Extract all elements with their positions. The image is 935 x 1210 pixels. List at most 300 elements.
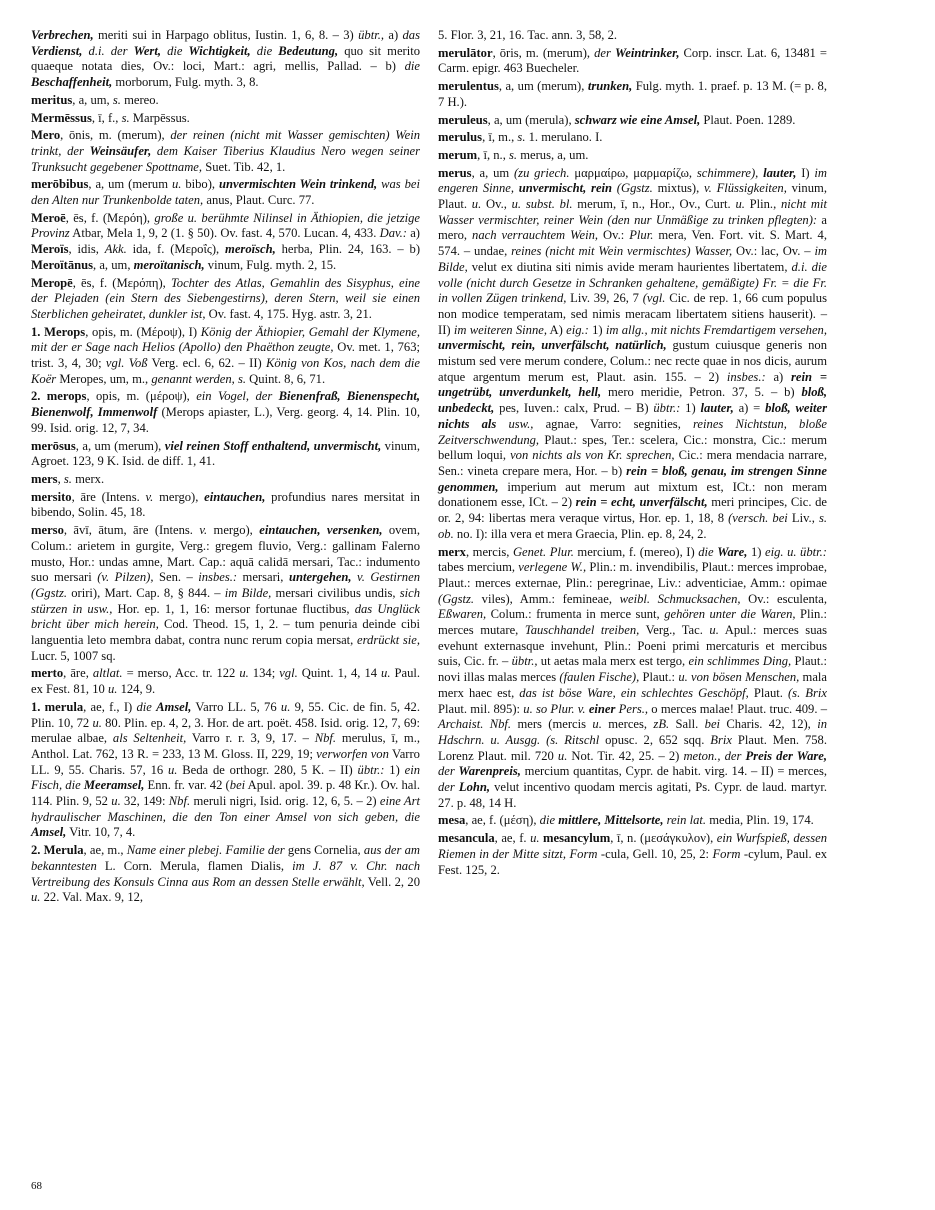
entry-text: Sall. (669, 717, 705, 732)
entry-text: herba, Plin. 24, 163. – b) (275, 242, 421, 257)
entry-text: v. (145, 489, 154, 504)
entry-text: der (438, 764, 459, 779)
entry-text: s. (517, 130, 526, 145)
entry-text: profundius nares mersitat in bibendo, Solin. 45, 18. (31, 489, 420, 520)
entry-text: viel reinen Stoff enthaltend, unvermischt, (164, 438, 382, 453)
entry-text: , ōris, m. (merum), (492, 45, 595, 60)
entry-text: merces, (601, 717, 654, 732)
entry-text: die (698, 544, 718, 559)
entry-text: u. (471, 197, 482, 212)
entry-text: (vgl. (642, 291, 666, 306)
entry-text: s. (112, 92, 121, 107)
entry-text: Ov. fast. 4, 175. Hyg. astr. 3, 21. (205, 306, 372, 321)
entry-text: opusc. 2, 652 sqq. (599, 732, 711, 747)
entry-text: vinum, Agroet. 123, 9 K. Isid. de diff. 1, 41. (31, 438, 420, 469)
entry-text: meruli nigri, Isid. orig. 12, 6, 5. – 2) (190, 794, 380, 809)
entry-text: mergo), (153, 489, 205, 504)
entry-text: Warenpreis, (458, 764, 521, 779)
entry-text: v. Gestirnen (Ggstz. (31, 570, 420, 600)
entry-text: Ov. met. 1, 763; trist. 3, 4, 30; (31, 340, 420, 371)
entry-text: lauter, (763, 165, 797, 180)
entry-text: verworfen von (316, 746, 389, 761)
entry-text: u. (280, 699, 291, 714)
entry-text: u. so Plur. v. (523, 701, 589, 716)
entry-text: mersari, (237, 570, 289, 585)
entry-text: vinum, Plaut. (438, 181, 827, 212)
page-number: 68 (31, 1180, 42, 1192)
entry-text: Corp. inscr. Lat. 6, 13481 = Carm. epigr. 463 Buecheler. (438, 45, 828, 76)
entry-text: Weintrinker, (614, 45, 680, 60)
dictionary-entry-merope (31, 276, 420, 323)
entry-text: A) (546, 322, 567, 337)
entry-text: velut incentivo quodam mercis agitati, Ps. Cypr. de laud. martyr. 27. p. 48, 14 H. (438, 780, 828, 810)
headword: merum (438, 147, 478, 162)
entry-text: = merso, Acc. tr. 122 (122, 666, 240, 681)
entry-text: vgl. Voß (105, 356, 148, 371)
entry-text: Liv. 39, 26, 7 (566, 291, 643, 306)
headword: Meropē (31, 275, 73, 290)
entry-text: Eßwaren, (438, 607, 487, 622)
entry-text: Wert, (133, 43, 161, 58)
headword: Mero (31, 128, 61, 143)
entry-text: Ov., (481, 197, 512, 212)
entry-text: übtr.: (357, 762, 385, 777)
entry-text: u. (709, 623, 719, 638)
entry-text: merus, a, um. (517, 147, 589, 162)
entry-text: no. I): illa vera et mera Graecia, Plin. ep. 8, 24, 2. (453, 526, 707, 541)
entry-text: ein schlimmes Ding, (688, 654, 792, 669)
headword: mesancylum (543, 831, 611, 846)
entry-text: Ware, (717, 544, 748, 559)
entry-text: u. (107, 682, 118, 697)
entry-text: Apul.: merces suas evehunt externasque invehunt, Plin.: Poeni primi mercaturis et mercibus suis, Cic. fr. – (438, 623, 827, 669)
entry-text: ut aetas mala merx est tergo, (537, 654, 689, 669)
entry-text: Cic. de rep. 1, 66 cum populus non modice temperatam, sed nimis meracam libertatem sitiens hauserit). – II) (438, 291, 827, 337)
entry-text: König der Äthiopier, Gemahl der Klymene, mit der er Sage nach Helios (Apollo) den Phaëthon zeugte, (31, 324, 420, 355)
entry-text: Enn. fr. var. 42 ( (144, 778, 230, 793)
entry-text: Vell. 2, 20 (364, 874, 420, 889)
entry-text: eintauchen, versenken, (259, 523, 383, 538)
entry-text: v. (199, 523, 208, 538)
entry-text: s. (63, 471, 72, 486)
entry-text: , ī, m., (482, 130, 518, 145)
entry-text: Verg., Tac. (639, 623, 710, 638)
entry-text: -cylum, Paul. ex Fest. 125, 2. (438, 846, 827, 877)
headword: Meroē (31, 210, 66, 225)
headword: Mermēssus (31, 110, 92, 125)
entry-text: , ī, n., (477, 147, 510, 162)
entry-text: Meeramsel, (83, 778, 145, 793)
entry-text: Varro LL. 5, 76 (191, 699, 281, 714)
entry-text: (zu griech. (513, 165, 570, 180)
entry-text: a) (406, 226, 420, 241)
entry-text: das (402, 28, 420, 42)
entry-text: unvermischt, rein, unverfälscht, natürlich, (438, 338, 667, 353)
entry-text: u. (31, 890, 41, 905)
entry-text: , a, um (471, 165, 514, 180)
entry-text: , ī, n. (μεσάγκυλον), (610, 831, 717, 846)
entry-text: Varro LL. 9, 55. Charis. 57, 16 (31, 746, 420, 777)
entry-text: v. Flüssigkeiten, (704, 181, 787, 196)
entry-text: unvermischten Wein trinkend, (218, 177, 378, 192)
dictionary-entry-verbrechen-cont (31, 28, 420, 91)
entry-text: genannt werden, s. (151, 371, 247, 386)
entry-text: a mero, (438, 212, 827, 243)
dictionary-entry-mero (31, 128, 420, 175)
entry-text: ein Wurfspieß, dessen Riemen in der Mitte sitzt, Form (438, 831, 827, 861)
headword: mers (31, 471, 58, 486)
entry-text: Fulg. myth. 1. praef. p. 13 M. (= p. 8, 7 H.). (438, 79, 828, 109)
entry-text: a) (384, 28, 403, 42)
entry-text: (s. Brix (787, 685, 827, 700)
headword: 2. Merula (31, 843, 84, 858)
entry-text: (v. Pilzen), (97, 570, 154, 585)
entry-text: , a, um (merum (88, 177, 172, 192)
dictionary-entry-meruleus (438, 113, 827, 129)
entry-text: Atbar, Mela 1, 9, 2 (1. § 50). Ov. fast. 4, 570. Lucan. 4, 433. (69, 226, 380, 241)
headword: 1. Merops (31, 324, 86, 339)
dictionary-entry-meroe (31, 211, 420, 274)
entry-text: agnae, Varro: segnities, (533, 416, 693, 431)
entry-text: u. (171, 177, 182, 192)
entry-text: übtr., (358, 28, 385, 42)
entry-text: meriti sui in Harpago oblitus, Iustin. 1, 6, 8. – 3) (93, 28, 359, 42)
entry-text: in Hdschrn. u. Ausgg. (s. Ritschl (438, 717, 827, 747)
entry-text: Akk. (104, 242, 127, 257)
entry-text: Plaut.: (639, 670, 679, 685)
entry-text: mergo), (207, 523, 260, 538)
entry-text: sich stürzen in usw., (31, 585, 420, 616)
entry-text: das Unglück bricht über mich herein, (31, 601, 420, 632)
entry-text: d.i. der (82, 43, 134, 58)
headword: meritus (31, 92, 73, 107)
entry-text: bei (229, 778, 246, 793)
entry-text: 9, 55. Cic. de fin. 5, 42. Plin. 10, 72 (31, 699, 420, 730)
entry-text: rein = ungetrübt, unverdunkelt, hell, (438, 369, 827, 400)
entry-text: , (57, 471, 64, 486)
entry-text: Plaut. Poen. 1289. (700, 112, 796, 127)
entry-text: , āre (Intens. (71, 489, 146, 504)
dictionary-entry-merulator (438, 46, 827, 77)
entry-text: insbes.: (198, 570, 238, 585)
headword: Meroïs (31, 242, 69, 257)
entry-text: erdrückt sie, (357, 633, 420, 648)
headword: mesa (438, 813, 466, 828)
entry-text: Meropes, um, m., (56, 371, 152, 386)
entry-text: , ī, f., (91, 110, 122, 125)
headword: merulus (438, 130, 483, 145)
entry-text: bibo), (181, 177, 219, 192)
entry-text: ida, f. (Μεροΐς), (126, 242, 226, 257)
entry-text: Bedeutung, (278, 43, 339, 58)
entry-text: a) = (733, 401, 766, 416)
entry-text: s. ob. (438, 511, 828, 541)
entry-text: eig. u. übtr.: (764, 544, 827, 559)
entry-text: rein = bloß, genau, im strengen Sinne genommen, (438, 463, 827, 494)
entry-text: Ov.: esculenta, (740, 591, 827, 606)
entry-text: insbes.: (726, 369, 766, 384)
entry-text: als Seltenheit, (112, 731, 187, 746)
entry-text: verlegene W., (518, 560, 587, 575)
entry-text: s. (121, 110, 130, 125)
dictionary-entry-merum (438, 148, 827, 164)
entry-text: meri principes, Cic. de or. 2, 94: libertas mera veraque virtus, Hor. ep. 1, 18, 8 (438, 495, 827, 526)
dictionary-entry-merops2 (31, 389, 420, 436)
entry-text: von nichts als von Kr. sprechen, (510, 448, 675, 463)
entry-text: schwarz wie eine Amsel, (574, 112, 701, 127)
headword: merso (31, 523, 64, 538)
entry-text: die (160, 43, 189, 58)
dictionary-entry-merops1 (31, 325, 420, 388)
dictionary-entry-mesancula (438, 831, 827, 878)
dictionary-entry-mersito (31, 490, 420, 521)
entry-text: Plaut. mil. 895): (438, 701, 524, 716)
entry-text: , mercis, (465, 544, 513, 559)
entry-text: , ae, m., (83, 843, 127, 858)
entry-text: s. (509, 147, 518, 162)
entry-text: Bienenfraß, Bienenspecht, Bienenwolf, Immenwolf (31, 389, 421, 420)
entry-text: Nbf. (314, 731, 337, 746)
entry-text: morborum, Fulg. myth. 3, 8. (112, 75, 259, 90)
entry-text: u. (592, 717, 602, 732)
entry-text: im allg., mit nichts Fremdartigem versehen, (605, 322, 827, 337)
entry-text: Nbf. (168, 794, 191, 809)
entry-text: eine Art hydraulischer Maschinen, die den Ton einer Amsel von sich geben, die (31, 794, 421, 824)
entry-text: Brix (710, 732, 732, 747)
entry-text: reines Nichtstun, bloße Zeitverschwendung, (438, 416, 828, 447)
entry-text: im engeren Sinne, (438, 165, 827, 196)
entry-text: unvermischt, rein (518, 181, 613, 196)
entry-text: König von Kos, nach dem die Koër (31, 356, 421, 386)
entry-text: eig.: (566, 322, 589, 337)
dictionary-entry-merus (438, 166, 827, 543)
entry-text: 80. Plin. ep. 4, 2, 3. Hor. de art. poët. 458. Isid. orig. 12, 7, 69: merulae albae, (31, 715, 420, 746)
entry-text: , ae, f. (494, 831, 531, 846)
entry-text: Pers., (615, 701, 649, 716)
entry-text: mereo. (120, 92, 159, 107)
entry-text: 1) (680, 401, 701, 416)
entry-text: was bei den Alten nur Trunkenbolde taten, (31, 177, 421, 208)
entry-text: anus, Plaut. Curc. 77. (203, 193, 315, 208)
entry-text: u. (167, 762, 178, 777)
entry-text: gens Cornelia, (284, 843, 364, 858)
entry-text: nach verrauchtem Wein, (472, 228, 599, 243)
entry-text: (Ggstz. (616, 181, 653, 196)
entry-text: Weinsäufer, (89, 143, 152, 158)
entry-text: trunken, (587, 79, 633, 94)
entry-text: velut ex diutina siti nimis avide meram haurientes libertatem, (467, 259, 792, 274)
entry-text: Beschaffenheit, (31, 75, 113, 90)
entry-text: Wichtigkeit, (188, 43, 251, 58)
entry-text: mercium, f. (mereo), I) (573, 544, 699, 559)
entry-text: schimmere), (696, 165, 759, 180)
dictionary-entry-mesa (438, 813, 827, 829)
entry-text: meton., der (683, 748, 746, 763)
entry-text: Verdienst, (31, 43, 83, 58)
entry-text: große u. berühmte Nilinsel in Äthiopien, die jetzige Provinz (31, 210, 420, 241)
entry-text: eintauchen, (204, 489, 266, 504)
entry-text: u. subst. bl. (511, 197, 573, 212)
entry-text: , a, um (merum), (75, 438, 165, 453)
entry-text: weibl. Schmucksachen, (619, 591, 741, 606)
entry-text: merum, ī, n., Hor., Ov., Curt. (572, 197, 736, 212)
entry-text: Suet. Tib. 42, 1. (202, 159, 286, 174)
entry-text: Plaut.: novi illas malas merces (438, 654, 827, 685)
entry-text: rein = echt, unverfälscht, (575, 495, 708, 510)
dictionary-entry-merobibus (31, 177, 420, 208)
entry-text: die (136, 699, 157, 714)
entry-text: (faulen Fische), (559, 670, 640, 685)
entry-text: , opis, m. (μέροψ), (86, 389, 197, 404)
entry-text: Cic.: mera mendacia narrare, Sen.: vineta crepare mera, Hor. – b) (438, 448, 827, 478)
entry-text: Plaut.: spes, Ter.: scelera, Cic.: monstra, Cic.: merum bellum loqui, (438, 432, 827, 463)
dictionary-entry-meritus (31, 93, 420, 109)
entry-text: 32, 149: (120, 794, 169, 809)
entry-text: viles), Amm.: femineae, (474, 591, 620, 606)
headword: 2. merops (31, 389, 87, 404)
entry-text: 124, 9. (117, 682, 156, 697)
headword: merulātor (438, 45, 493, 60)
entry-text: im Bilde, (438, 244, 828, 274)
entry-text: Tochter des Atlas, Gemahlin des Sisyphus, eine der Plejaden (ein Stern des Siebengestirns), deren Stern, weil sie einen Sterblichen geheiratet, dunkler ist, (31, 275, 420, 321)
dictionary-entry-merulus (438, 130, 827, 146)
left-column (31, 28, 420, 908)
entry-text: 1) (588, 322, 606, 337)
entry-text: mittlere, Mittelsorte, (558, 813, 664, 828)
entry-text: Dav.: (379, 226, 407, 241)
entry-text: u. (530, 831, 540, 846)
entry-text: gehören unter die Waren, (664, 607, 796, 622)
entry-text: , ēs, f. (Μερόη), (65, 210, 155, 225)
entry-text: reines (nicht mit Wein vermischtes) Wasser, (511, 244, 733, 259)
entry-text: Marpēssus. (129, 110, 190, 125)
entry-text: Cod. Theod. 15, 1, 2. – tum penuria deinde cibi languentia leto membra dabat, contra nunc rerum copia mersat, (31, 617, 420, 648)
entry-text: , a, um (merum), (498, 79, 588, 94)
entry-text: , a, um, (72, 92, 113, 107)
entry-text: d.i. die volle (nicht durch Gesetze in Schranken gehaltene, gemäßigte) Fr. = die Fr. in vollen Zügen trinkend, (438, 259, 827, 306)
entry-text: mala merx haec est, (438, 670, 828, 700)
entry-text: mers (mercis (511, 717, 593, 732)
entry-text: Lucr. 5, 1007 sq. (31, 648, 116, 663)
entry-text: Hor. ep. 1, 1, 16: mersor fortunae fluctibus, (112, 601, 355, 616)
entry-text: u. von bösen Menschen, (678, 670, 800, 685)
entry-text: , a, um (merula), (487, 112, 575, 127)
entry-text: , idis, (68, 242, 105, 257)
entry-text: Verg. ecl. 6, 62. – II) (147, 356, 266, 371)
headword: meruleus (438, 112, 488, 127)
dictionary-entry-merso (31, 523, 420, 664)
entry-text: Plur. (629, 228, 654, 243)
entry-text: die (250, 43, 279, 58)
entry-text: Plin.: merces mutare, (438, 607, 827, 638)
entry-text: u. (557, 748, 568, 763)
entry-text: 1) (384, 762, 405, 777)
entry-text: lauter, (700, 401, 734, 416)
entry-text: (Merops apiaster, L.), Verg. georg. 4, 14. Plin. 10, 99. Isid. orig. 12, 7, 34. (31, 405, 420, 435)
headword: Meroïtānus (31, 257, 94, 272)
entry-text: Liv., (787, 511, 819, 526)
entry-text: zB. (653, 717, 670, 732)
entry-text: u. (92, 715, 102, 730)
entry-text: Paul. ex Fest. 81, 10 (31, 666, 421, 697)
entry-text: media, Plin. 19, 174. (706, 813, 814, 828)
headword: mesancula (438, 831, 495, 846)
entry-text: vgl. (279, 666, 298, 681)
entry-text: -cula, Gell. 10, 25, 2: (597, 846, 713, 861)
headword: merōsus (31, 438, 76, 453)
entry-text: 1) (747, 544, 765, 559)
entry-text: tabes mercium, (438, 560, 519, 575)
entry-text: ovem, Colum.: arietem in gurgite, Verg.: gregem fluvio, Verg.: gallinam Falerno musto, Hor.: undas amne, Mart. Cap.: aquā calidā mersari, Tac.: indumento suo mersari (31, 523, 420, 585)
entry-text: ein Vogel, der (196, 389, 279, 404)
entry-text: nicht mit Wasser vermischter, reiner Wein (den nur Unmäßige zu trinken pflegten): (438, 197, 828, 227)
dictionary-entry-mers (31, 472, 420, 488)
headword: 1. merula (31, 699, 84, 714)
dictionary-entry-mermessus (31, 111, 420, 127)
entry-text: im J. 87 v. Chr. nach Vertreibung des Konsuls Cinna aus Rom an dessen Stelle erwählt, (31, 858, 420, 889)
headword: merōbibus (31, 177, 89, 192)
entry-text: , āre, (63, 666, 93, 681)
entry-text: der (438, 780, 459, 795)
entry-text: Preis der Ware, (745, 748, 828, 763)
entry-text: Plaut. Men. 758. Lorenz Plaut. mil. 720 (438, 732, 827, 763)
entry-text: oriri), Mart. Cap. 8, § 844. – (67, 585, 225, 600)
entry-text: Archaist. Nbf. (438, 717, 512, 732)
entry-text: meroïsch, (225, 242, 276, 257)
entry-text: , ae, f. (μέση), (465, 813, 540, 828)
entry-text: die (539, 813, 559, 828)
entry-text: meroïtanisch, (133, 257, 205, 272)
entry-text: Quint. 8, 6, 71. (246, 371, 326, 386)
entry-text: 134; (248, 666, 280, 681)
entry-text: der (594, 45, 615, 60)
entry-text: Ov.: (598, 228, 630, 243)
entry-text: Form (712, 846, 741, 861)
entry-text: mero meridie, Petron. 37, 5. – b) (601, 385, 802, 400)
entry-text: Lohn, (458, 780, 491, 795)
entry-text: , a, um, (93, 257, 134, 272)
entry-text: Not. Tir. 42, 25. – 2) (567, 748, 684, 763)
entry-text: , āvī, ātum, āre (Intens. (63, 523, 200, 538)
entry-text: mera, Ven. Fort. vit. S. Mart. 4, 574. – undae, (438, 228, 827, 259)
entry-text: merx. (71, 471, 105, 486)
entry-text: übtr., (511, 654, 538, 669)
entry-text: u. (735, 197, 745, 212)
entry-text: 1. merulano. I. (525, 130, 603, 145)
entry-text: pes, Iuven.: calx, Prud. – B) (494, 401, 654, 416)
entry-text: bloß, weiter nichts als (438, 401, 827, 431)
entry-text: im weiteren Sinne, (453, 322, 547, 337)
dictionary-entry-merulentus (438, 79, 827, 110)
entry-text: bei (704, 717, 721, 732)
entry-text: das ist böse Ware, ein schlechtes Geschöpf, (519, 685, 749, 700)
entry-text: die (404, 59, 420, 74)
entry-text: , ae, f., I) (83, 699, 137, 714)
entry-text: Name einer plebej. Familie der (126, 843, 285, 858)
entry-text: I) (796, 165, 815, 180)
entry-text: Quint. 1, 4, 14 (297, 666, 382, 681)
entry-text: μαρμαίρω, μαρμαρίζω, (569, 165, 697, 180)
entry-text: Tauschhandel treiben, (524, 623, 640, 638)
headword: merx (438, 544, 466, 559)
entry-text: 22. Val. Max. 9, 12, (40, 890, 144, 905)
entry-text: im Bilde, (224, 585, 272, 600)
entry-text: u. (239, 666, 249, 681)
entry-text: Plaut. (748, 685, 788, 700)
entry-text: imperium aut merum aut mixtum est, ICt.: non meram donationem esse, ICt. – 2) (438, 479, 827, 510)
entry-text: Ov.: lac, Ov. – (732, 244, 815, 259)
entry-text: u. (111, 794, 121, 809)
